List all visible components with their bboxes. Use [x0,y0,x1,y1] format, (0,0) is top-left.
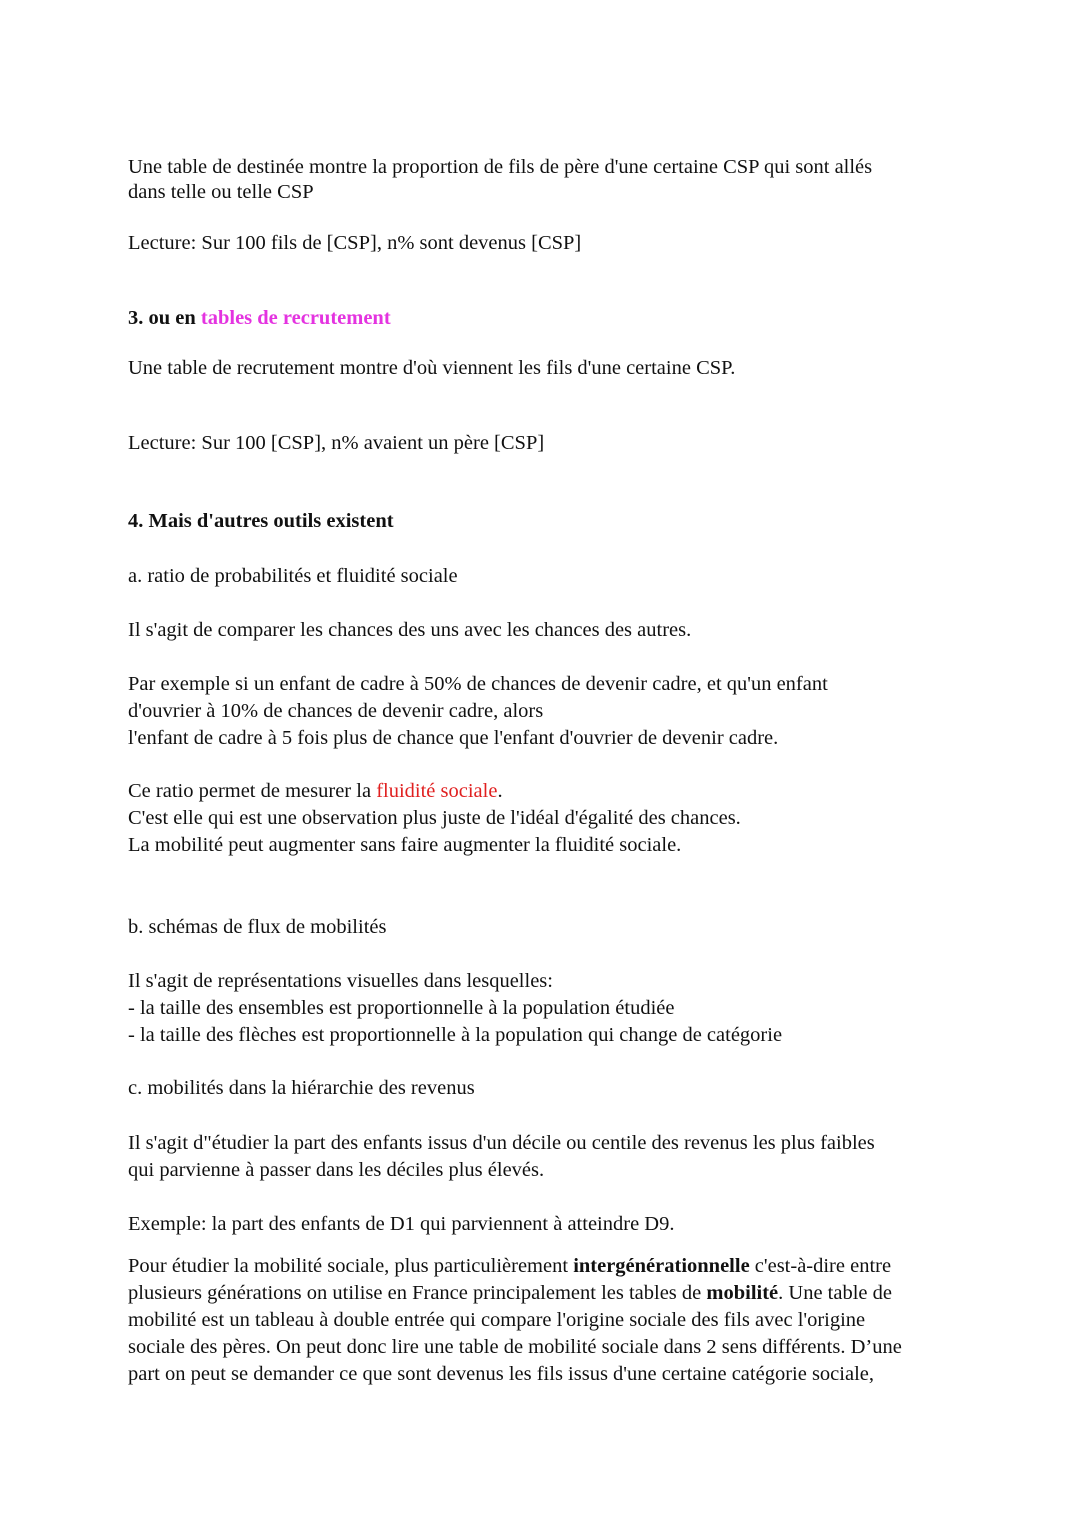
subsection-c-line-2: qui parvienne à passer dans les déciles plus élevés. [128,1159,545,1181]
ratio-line [128,778,503,805]
example-line-1: Par exemple si un enfant de cadre à 50% de chances de devenir cadre, et qu'un enfant [128,673,828,695]
section-3-highlight: tables de recrutement [200,307,391,329]
mobilite-line: La mobilité peut augmenter sans faire augmenter la fluidité sociale. [128,834,682,856]
closing-line-1 [128,1253,891,1280]
fluidite-highlight: fluidité sociale [376,780,498,802]
section-4-heading: 4. Mais d'autres outils existent [128,510,394,532]
closing-l2-bold: mobilité [706,1282,779,1304]
closing-line-2 [128,1280,892,1307]
subsection-b-intro: Il s'agit de représentations visuelles dans lesquelles: [128,970,553,992]
closing-l2-prefix: plusieurs générations on utilise en France principalement les tables de [128,1282,702,1304]
destinee-line-2: dans telle ou telle CSP [128,181,314,203]
closing-line-5: part on peut se demander ce que sont devenus les fils issus d'une certaine catégorie sociale, [128,1363,874,1385]
subsection-b-title: b. schémas de flux de mobilités [128,916,387,938]
elle-line: C'est elle qui est une observation plus juste de l'idéal d'égalité des chances. [128,807,741,829]
section-3-prefix: 3. ou en [128,307,196,329]
section-3-heading [128,305,391,332]
destinee-lecture: Lecture: Sur 100 fils de [CSP], n% sont devenus [CSP] [128,232,582,254]
closing-l1-bold: intergénérationnelle [573,1255,750,1277]
subsection-a-intro: Il s'agit de comparer les chances des uns avec les chances des autres. [128,619,692,641]
closing-line-4: sociale des pères. On peut donc lire une table de mobilité sociale dans 2 sens différents. D’une [128,1336,902,1358]
subsection-c-title: c. mobilités dans la hiérarchie des revenus [128,1077,475,1099]
subsection-a-title: a. ratio de probabilités et fluidité sociale [128,565,458,587]
ratio-suffix: . [497,780,503,802]
destinee-line-1: Une table de destinée montre la proportion de fils de père d'une certaine CSP qui sont allés [128,156,873,178]
closing-l1-suffix: c'est-à-dire entre [754,1255,892,1277]
example-line-2: d'ouvrier à 10% de chances de devenir cadre, alors [128,700,544,722]
recrutement-lecture: Lecture: Sur 100 [CSP], n% avaient un père [CSP] [128,432,545,454]
closing-l2-suffix: . Une table de [778,1282,892,1304]
example-line-3: l'enfant de cadre à 5 fois plus de chance que l'enfant d'ouvrier de devenir cadre. [128,727,779,749]
closing-line-3: mobilité est un tableau à double entrée qui compare l'origine sociale des fils avec l'origine [128,1309,866,1331]
recrutement-description: Une table de recrutement montre d'où viennent les fils d'une certaine CSP. [128,357,736,379]
bullet-1: - la taille des ensembles est proportionnelle à la population étudiée [128,997,675,1019]
closing-l1-prefix: Pour étudier la mobilité sociale, plus particulièrement [128,1255,569,1277]
ratio-prefix: Ce ratio permet de mesurer la [128,780,372,802]
subsection-c-example: Exemple: la part des enfants de D1 qui parviennent à atteindre D9. [128,1213,675,1235]
bullet-2: - la taille des flèches est proportionnelle à la population qui change de catégorie [128,1024,783,1046]
subsection-c-line-1: Il s'agit d"étudier la part des enfants issus d'un décile ou centile des revenus les plus faibles [128,1132,875,1154]
